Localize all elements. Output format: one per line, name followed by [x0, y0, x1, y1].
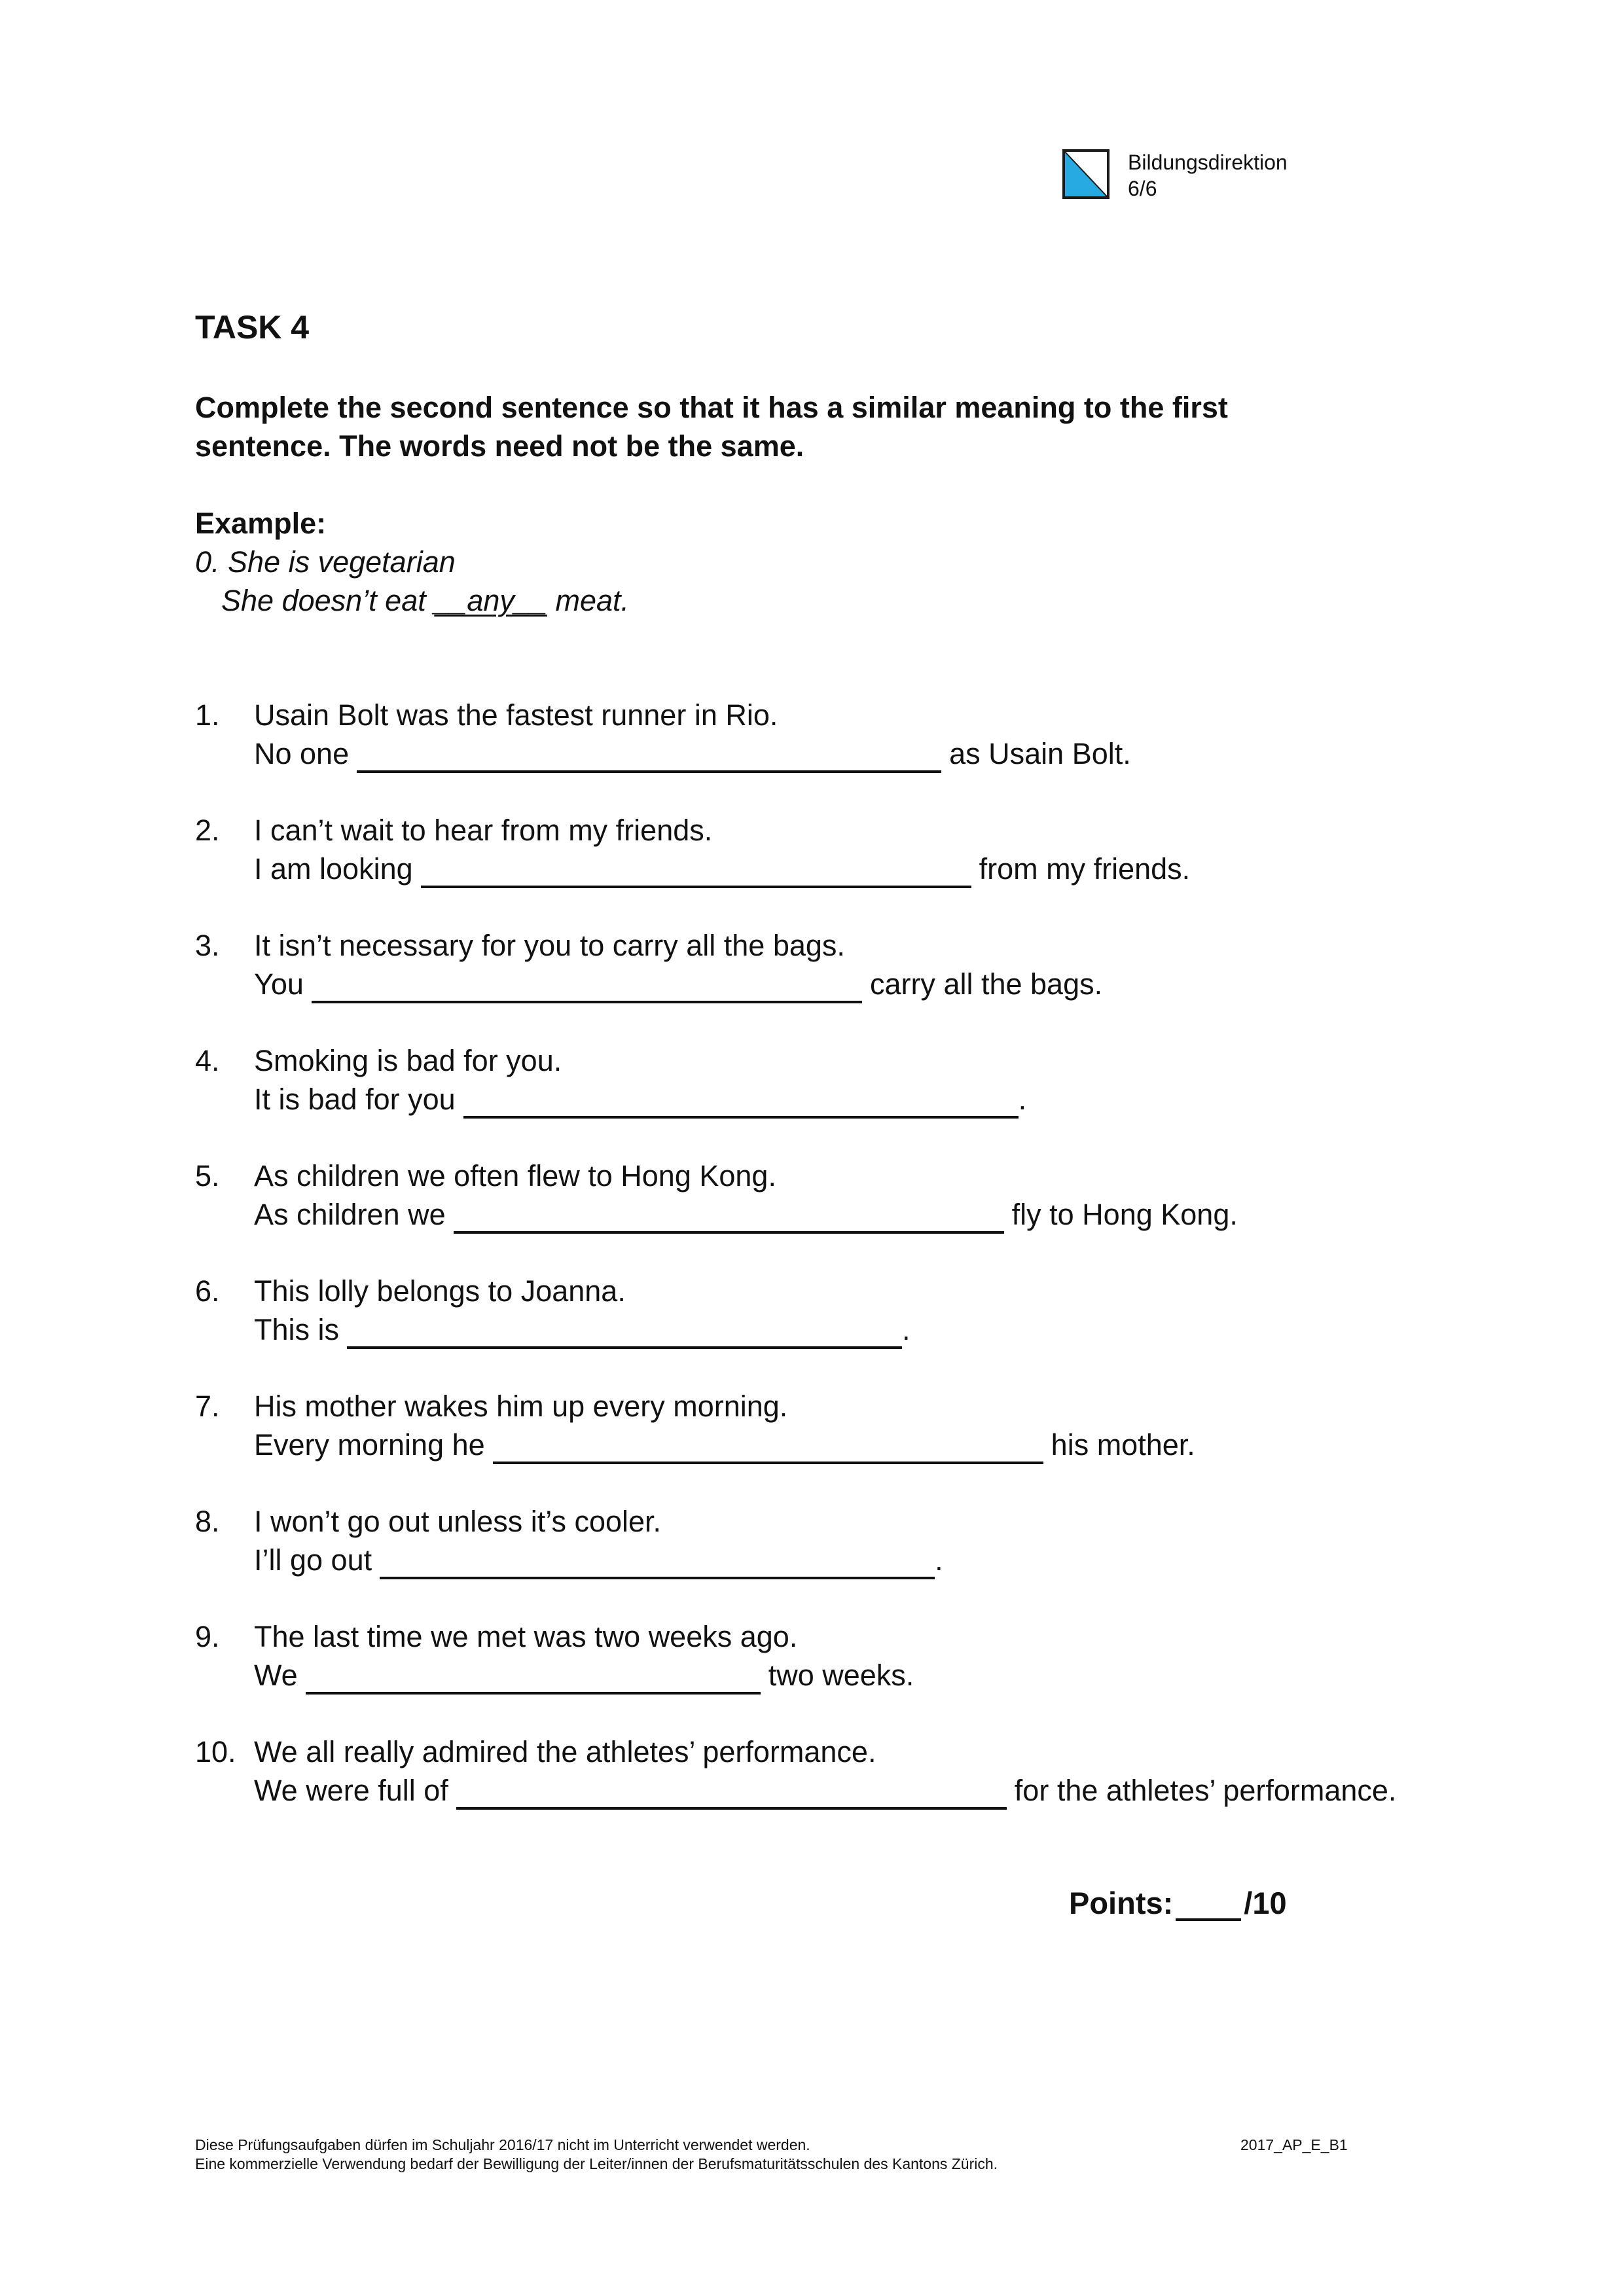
item-rewrite-line	[254, 1771, 1396, 1810]
item-sentence: I can’t wait to hear from my friends.	[254, 814, 713, 847]
exercise-item	[195, 1732, 1504, 1848]
item-prefix: You	[254, 967, 304, 1001]
item-number: 6.	[195, 1274, 220, 1308]
exercise-item	[195, 1272, 1504, 1387]
instruction-line-1: Complete the second sentence so that it has a similar meaning to the first	[195, 391, 1228, 424]
item-suffix: for the athletes’ performance.	[1014, 1774, 1397, 1807]
answer-blank[interactable]	[456, 1778, 1007, 1810]
exercise-item	[195, 1617, 1504, 1732]
item-sentence: This lolly belongs to Joanna.	[254, 1274, 626, 1308]
exercise-item	[195, 926, 1504, 1041]
item-suffix: his mother.	[1051, 1428, 1195, 1462]
item-rewrite-line	[254, 1080, 1026, 1119]
item-suffix: as Usain Bolt.	[949, 737, 1131, 770]
item-number: 9.	[195, 1620, 220, 1653]
item-number: 10.	[195, 1735, 236, 1768]
item-sentence: The last time we met was two weeks ago.	[254, 1620, 798, 1653]
exercise-item	[195, 1041, 1504, 1157]
footer-notice	[195, 2136, 1373, 2174]
item-prefix: No one	[254, 737, 350, 770]
points-total: /10	[1244, 1886, 1287, 1920]
item-rewrite-line	[254, 1656, 914, 1695]
item-suffix: from my friends.	[979, 852, 1191, 886]
item-suffix: two weeks.	[768, 1659, 914, 1692]
points-label: Points:	[1069, 1886, 1174, 1920]
item-prefix: I’ll go out	[254, 1543, 372, 1577]
answer-blank[interactable]	[421, 857, 971, 888]
task-title: TASK 4	[195, 309, 310, 346]
answer-blank[interactable]	[454, 1202, 1004, 1234]
item-sentence: His mother wakes him up every morning.	[254, 1390, 788, 1423]
instruction-line-2: sentence. The words need not be the same.	[195, 429, 804, 463]
item-number: 4.	[195, 1044, 220, 1077]
answer-blank[interactable]	[357, 742, 941, 773]
document-code: 2017_AP_E_B1	[1240, 2136, 1348, 2153]
exercise-list	[195, 696, 1504, 1848]
exercise-item	[195, 1502, 1504, 1617]
item-number: 1.	[195, 698, 220, 732]
points-score	[1069, 1885, 1287, 1921]
item-suffix: .	[902, 1313, 911, 1346]
item-rewrite-line	[254, 1195, 1238, 1234]
answer-blank[interactable]	[312, 972, 862, 1003]
example-prefix: She doesn’t eat	[221, 584, 426, 617]
item-rewrite-line	[254, 965, 1102, 1003]
answer-blank[interactable]	[493, 1433, 1043, 1464]
page-number: 6/6	[1128, 177, 1157, 200]
item-sentence: It isn’t necessary for you to carry all the bags.	[254, 929, 845, 962]
points-blank[interactable]	[1176, 1890, 1241, 1921]
department-name: Bildungsdirektion	[1128, 151, 1288, 174]
item-prefix: This is	[254, 1313, 340, 1346]
answer-blank[interactable]	[463, 1087, 1019, 1119]
answer-blank[interactable]	[347, 1318, 902, 1349]
item-number: 8.	[195, 1505, 220, 1538]
exercise-item	[195, 1157, 1504, 1272]
item-prefix: We were full of	[254, 1774, 448, 1807]
item-sentence: We all really admired the athletes’ performance.	[254, 1735, 876, 1768]
canton-zurich-logo-icon	[1062, 149, 1110, 199]
item-prefix: We	[254, 1659, 298, 1692]
answer-blank[interactable]	[306, 1663, 761, 1695]
item-suffix: fly to Hong Kong.	[1011, 1198, 1238, 1231]
example-suffix: meat.	[555, 584, 629, 617]
exercise-item	[195, 696, 1504, 811]
task-instruction	[195, 388, 1373, 465]
example-answer: __any__	[434, 584, 547, 617]
item-number: 7.	[195, 1390, 220, 1423]
item-rewrite-line	[254, 850, 1190, 888]
item-number: 3.	[195, 929, 220, 962]
example-block	[195, 504, 629, 620]
example-answer-line	[195, 581, 629, 620]
footer-line-1: Diese Prüfungsaufgaben dürfen im Schuljahr 2016/17 nicht im Unterricht verwendet werden.	[195, 2136, 810, 2153]
item-suffix: .	[1018, 1083, 1027, 1116]
example-label: Example:	[195, 507, 327, 540]
exercise-item	[195, 811, 1504, 926]
item-rewrite-line	[254, 1310, 911, 1349]
item-sentence: Usain Bolt was the fastest runner in Rio.	[254, 698, 778, 732]
item-rewrite-line	[254, 1426, 1195, 1464]
example-sentence: 0. She is vegetarian	[195, 545, 456, 579]
item-number: 2.	[195, 814, 220, 847]
department-header	[1128, 149, 1288, 202]
item-prefix: It is bad for you	[254, 1083, 456, 1116]
item-rewrite-line	[254, 1541, 943, 1579]
item-number: 5.	[195, 1159, 220, 1193]
item-suffix: .	[935, 1543, 943, 1577]
item-suffix: carry all the bags.	[869, 967, 1103, 1001]
item-rewrite-line	[254, 734, 1131, 773]
item-prefix: As children we	[254, 1198, 446, 1231]
footer-line-2: Eine kommerzielle Verwendung bedarf der Bewilligung der Leiter/innen der Berufsmaturitätsschulen des Kantons Zürich.	[195, 2155, 998, 2172]
item-sentence: Smoking is bad for you.	[254, 1044, 562, 1077]
exercise-item	[195, 1387, 1504, 1502]
item-prefix: Every morning he	[254, 1428, 485, 1462]
item-sentence: As children we often flew to Hong Kong.	[254, 1159, 776, 1193]
item-prefix: I am looking	[254, 852, 413, 886]
item-sentence: I won’t go out unless it’s cooler.	[254, 1505, 662, 1538]
answer-blank[interactable]	[380, 1548, 935, 1579]
